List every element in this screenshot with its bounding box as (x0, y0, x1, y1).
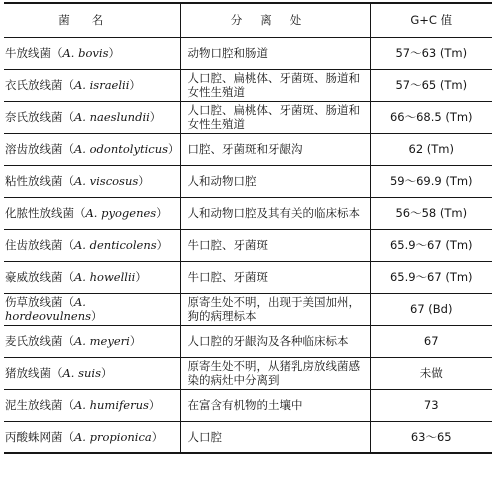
species-close-paren: ） (129, 334, 142, 348)
species-name (4, 69, 180, 101)
species-latin: A. pyogenes (85, 206, 157, 220)
habitat-cell: 原寄生处不明，出现于美国加州，狗的病理标本 (180, 293, 370, 325)
habitat-cell: 人和动物口腔 (180, 165, 370, 197)
habitat-cell: 人口腔、扁桃体、牙菌斑、肠道和女性生殖道 (180, 101, 370, 133)
species-chinese: 麦氏放线菌（ (5, 334, 74, 348)
table-row (4, 421, 492, 453)
header-gc: G+C 值 (370, 3, 492, 37)
species-name (4, 325, 180, 357)
table-row (4, 389, 492, 421)
species-chinese: 豪威放线菌（ (5, 270, 74, 284)
gc-cell: 63～65 (370, 421, 492, 453)
gc-cell: 57～63 (Tm) (370, 37, 492, 69)
table-row (4, 293, 492, 325)
habitat-cell: 人口腔的牙龈沟及各种临床标本 (180, 325, 370, 357)
table-row (4, 101, 492, 133)
gc-cell: 67 (370, 325, 492, 357)
species-latin: A. israelii (74, 78, 130, 92)
species-name (4, 37, 180, 69)
table-row (4, 261, 492, 293)
bacteria-table (4, 2, 492, 454)
gc-cell: 67 (Bd) (370, 293, 492, 325)
species-chinese: 溶齿放线菌（ (5, 142, 74, 156)
habitat-cell: 动物口腔和肠道 (180, 37, 370, 69)
species-latin: A. humiferus (74, 398, 149, 412)
table-row (4, 37, 492, 69)
species-chinese: 牛放线菌（ (5, 46, 63, 60)
table-row (4, 357, 492, 389)
species-close-paren: ） (156, 206, 168, 220)
header-name: 菌名 (58, 13, 126, 28)
table-row (4, 133, 492, 165)
species-name (4, 261, 180, 293)
species-chinese: 奈氏放线菌（ (5, 110, 74, 124)
table-row (4, 229, 492, 261)
gc-cell: 65.9～67 (Tm) (370, 261, 492, 293)
species-close-paren: ） (151, 429, 164, 444)
table-row (4, 165, 492, 197)
gc-cell: 66～68.5 (Tm) (370, 101, 492, 133)
table-header-row (4, 3, 492, 37)
species-latin: A. bovis (62, 46, 109, 60)
gc-cell: 65.9～67 (Tm) (370, 229, 492, 261)
habitat-cell: 人和动物口腔及其有关的临床标本 (180, 197, 370, 229)
species-close-paren: ） (101, 366, 113, 380)
species-close-paren: ） (129, 78, 141, 92)
species-chinese: 衣氏放线菌（ (5, 78, 74, 92)
species-latin: A. propionica (74, 429, 152, 444)
species-close-paren: ） (149, 110, 162, 124)
header-habitat: 分离处 (180, 3, 370, 37)
species-close-paren: ） (135, 270, 147, 284)
species-latin: A. meyeri (74, 334, 130, 348)
gc-cell: 57～65 (Tm) (370, 69, 492, 101)
table-row (4, 325, 492, 357)
species-name (4, 357, 180, 389)
species-name (4, 197, 180, 229)
habitat-cell: 原寄生处不明，从猪乳房放线菌感染的病灶中分离到 (180, 357, 370, 389)
habitat-cell: 在富含有机物的土壤中 (180, 389, 370, 421)
habitat-cell: 人口腔、扁桃体、牙菌斑、肠道和女性生殖道 (180, 69, 370, 101)
species-latin: A. viscosus (74, 174, 139, 188)
gc-cell: 59～69.9 (Tm) (370, 165, 492, 197)
species-chinese: 粘性放线菌（ (5, 174, 74, 188)
gc-cell: 未做 (370, 357, 492, 389)
species-close-paren: ） (148, 398, 161, 412)
species-chinese: 住齿放线菌（ (5, 238, 74, 252)
species-name (4, 229, 180, 261)
species-name (4, 293, 180, 325)
species-name (4, 421, 180, 453)
species-close-paren: ） (138, 174, 150, 188)
table-row (4, 69, 492, 101)
species-latin: A. odontolyticus (74, 142, 168, 156)
species-chinese: 泥生放线菌（ (5, 398, 74, 412)
species-latin: A. hordeovulnens (5, 295, 92, 323)
gc-cell: 73 (370, 389, 492, 421)
species-name (4, 133, 180, 165)
species-name (4, 389, 180, 421)
gc-cell: 56～58 (Tm) (370, 197, 492, 229)
species-close-paren: ） (168, 142, 180, 156)
species-chinese: 猪放线菌（ (5, 366, 63, 380)
gc-cell: 62 (Tm) (370, 133, 492, 165)
species-chinese: 化脓性放线菌（ (5, 206, 86, 220)
species-chinese: 丙酸蛛网菌（ (5, 429, 74, 444)
species-latin: A. naeslundii (74, 110, 150, 124)
species-latin: A. denticolens (74, 238, 157, 252)
species-close-paren: ） (108, 46, 120, 60)
species-latin: A. howellii (74, 270, 136, 284)
habitat-cell: 人口腔 (180, 421, 370, 453)
habitat-cell: 口腔、牙菌斑和牙龈沟 (180, 133, 370, 165)
species-close-paren: ） (91, 309, 103, 323)
species-name (4, 101, 180, 133)
table-row (4, 197, 492, 229)
species-close-paren: ） (156, 238, 169, 252)
species-latin: A. suis (62, 366, 102, 380)
species-name (4, 165, 180, 197)
habitat-cell: 牛口腔、牙菌斑 (180, 229, 370, 261)
species-chinese: 伤草放线菌（ (5, 295, 74, 309)
habitat-cell: 牛口腔、牙菌斑 (180, 261, 370, 293)
